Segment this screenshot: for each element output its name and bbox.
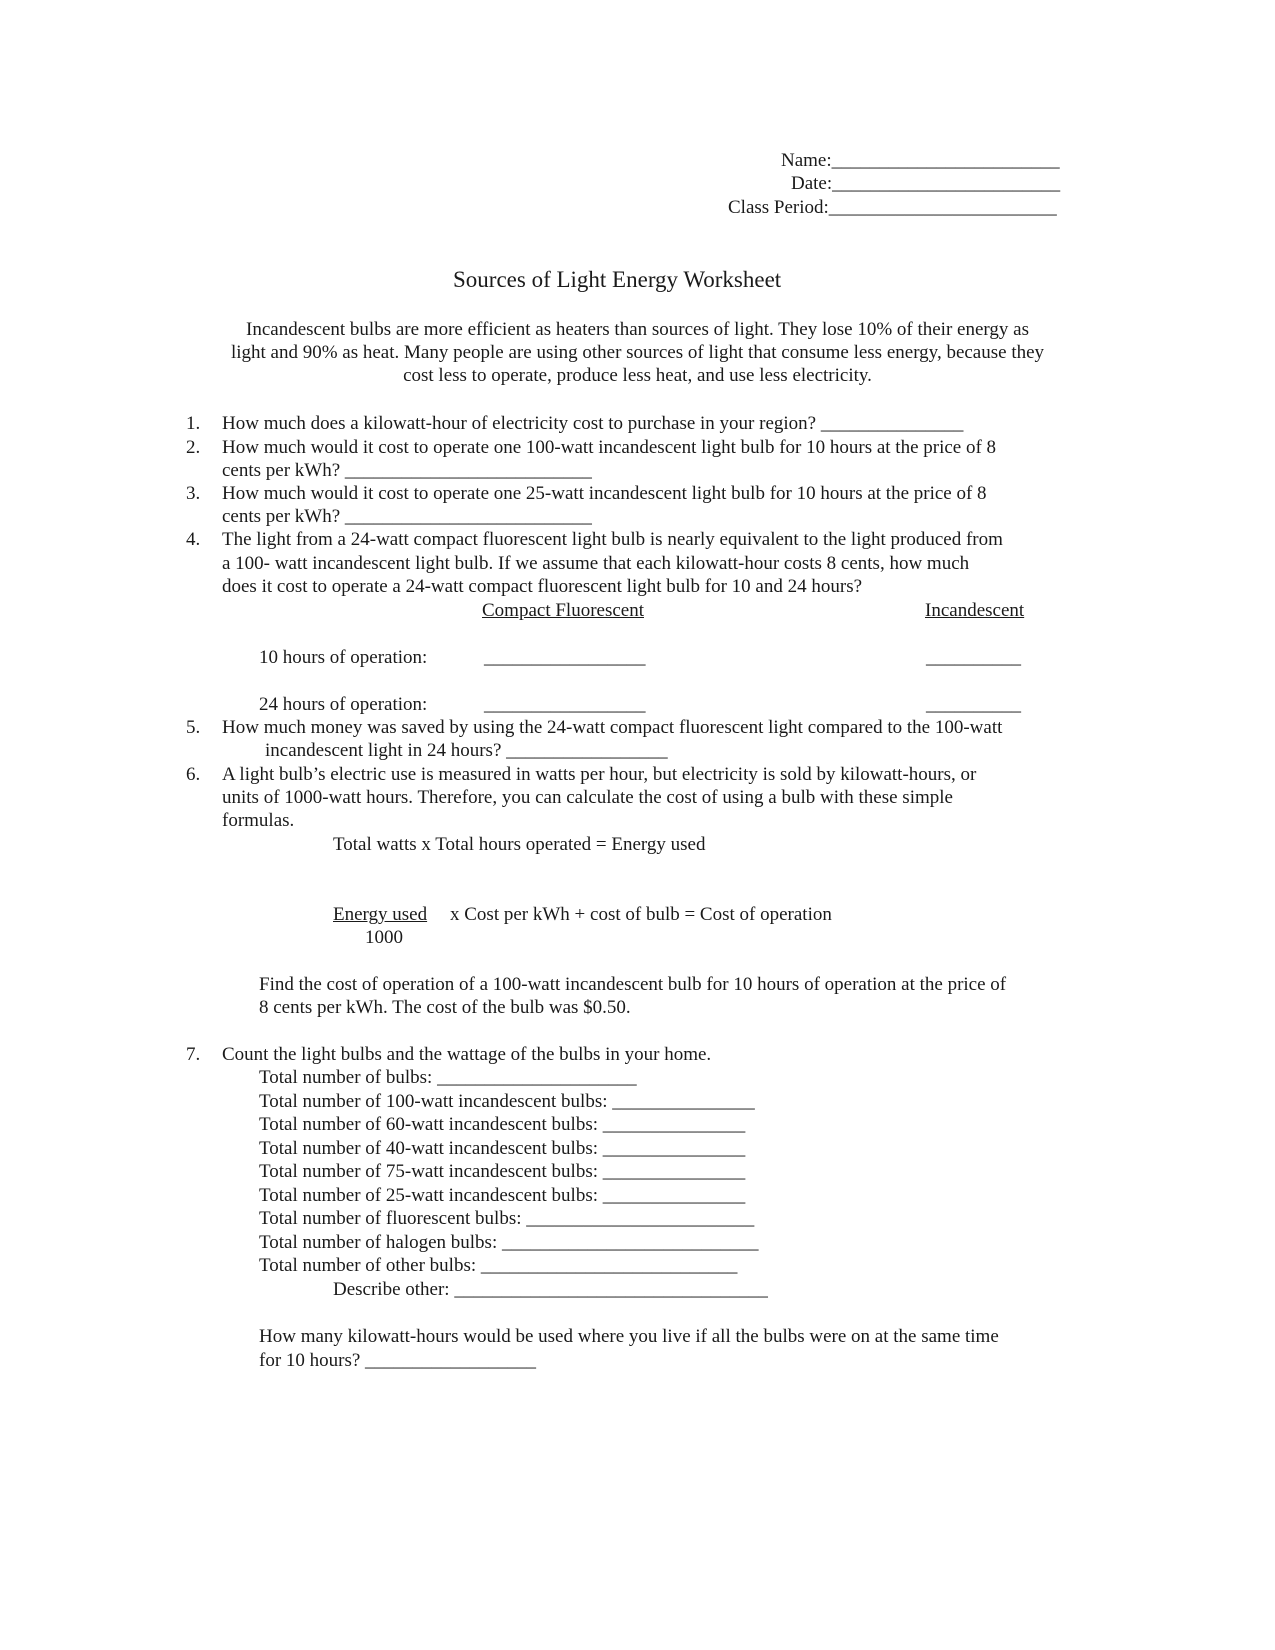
- question-5-answer[interactable]: incandescent light in 24 hours? _________________: [265, 740, 668, 761]
- question-4-text-2: a 100- watt incandescent light bulb. If we assume that each kilowatt-hour costs 8 cents, how much: [222, 553, 970, 574]
- question-3-number: 3.: [186, 483, 201, 504]
- question-5-number: 5.: [186, 717, 201, 738]
- question-6-text-1: A light bulb’s electric use is measured in watts per hour, but electricity is sold by kilowatt-hours, or: [222, 764, 977, 785]
- column-header-compact-fluorescent: Compact Fluorescent: [482, 600, 644, 621]
- final-question-answer[interactable]: for 10 hours? __________________: [259, 1350, 537, 1371]
- date-field[interactable]: Date:________________________: [791, 173, 1061, 194]
- blank-24h-incandescent[interactable]: __________: [926, 694, 1021, 715]
- question-1-number: 1.: [186, 413, 201, 434]
- describe-other-field[interactable]: Describe other: _________________________________: [333, 1279, 768, 1300]
- formula-cost-of-operation: x Cost per kWh + cost of bulb = Cost of operation: [450, 904, 832, 925]
- class-period-field[interactable]: Class Period:________________________: [728, 197, 1057, 218]
- question-3-answer[interactable]: cents per kWh? __________________________: [222, 506, 592, 527]
- bulb-count-item[interactable]: Total number of halogen bulbs: ___________________________: [259, 1232, 759, 1253]
- column-header-incandescent: Incandescent: [925, 600, 1025, 621]
- row-label-24-hours: 24 hours of operation:: [259, 694, 428, 715]
- formula-numerator: Energy used: [333, 904, 428, 925]
- question-5-text: How much money was saved by using the 24-watt compact fluorescent light compared to the 100-watt: [222, 717, 1003, 738]
- question-4-text-1: The light from a 24-watt compact fluorescent light bulb is nearly equivalent to the light produced from: [222, 529, 1003, 550]
- bulb-count-item[interactable]: Total number of 40-watt incandescent bulbs: _______________: [259, 1138, 746, 1159]
- bulb-count-item[interactable]: Total number of 100-watt incandescent bulbs: _______________: [259, 1091, 755, 1112]
- blank-24h-compact[interactable]: _________________: [484, 694, 646, 715]
- question-2-number: 2.: [186, 437, 201, 458]
- intro-line-1: Incandescent bulbs are more efficient as heaters than sources of light. They lose 10% of their energy as: [246, 319, 1029, 340]
- row-label-10-hours: 10 hours of operation:: [259, 647, 428, 668]
- page-title: Sources of Light Energy Worksheet: [453, 267, 782, 292]
- question-2-text: How much would it cost to operate one 100-watt incandescent light bulb for 10 hours at the price of 8: [222, 437, 997, 458]
- formula-energy-used: Total watts x Total hours operated = Energy used: [333, 834, 706, 855]
- question-7-text: Count the light bulbs and the wattage of the bulbs in your home.: [222, 1044, 712, 1065]
- bulb-count-item[interactable]: Total number of 75-watt incandescent bulbs: _______________: [259, 1161, 746, 1182]
- blank-10h-incandescent[interactable]: __________: [926, 647, 1021, 668]
- blank-10h-compact[interactable]: _________________: [484, 647, 646, 668]
- question-6-text-2: units of 1000-watt hours. Therefore, you can calculate the cost of using a bulb with these simple: [222, 787, 953, 808]
- question-4-text-3: does it cost to operate a 24-watt compact fluorescent light bulb for 10 and 24 hours?: [222, 576, 863, 597]
- formula-denominator: 1000: [365, 927, 403, 948]
- bulb-count-item[interactable]: Total number of other bulbs: ___________________________: [259, 1255, 738, 1276]
- question-7-number: 7.: [186, 1044, 201, 1065]
- bulb-count-item[interactable]: Total number of 60-watt incandescent bulbs: _______________: [259, 1114, 746, 1135]
- question-6-text-3: formulas.: [222, 810, 295, 831]
- bulb-count-item[interactable]: Total number of bulbs: _____________________: [259, 1067, 637, 1088]
- question-6-number: 6.: [186, 764, 201, 785]
- question-2-answer[interactable]: cents per kWh? __________________________: [222, 460, 592, 481]
- question-4-number: 4.: [186, 529, 201, 550]
- find-cost-text-1: Find the cost of operation of a 100-watt incandescent bulb for 10 hours of operation at the price of: [259, 974, 1007, 995]
- find-cost-text-2: 8 cents per kWh. The cost of the bulb was $0.50.: [259, 997, 631, 1018]
- final-question-text-1: How many kilowatt-hours would be used where you live if all the bulbs were on at the same time: [259, 1326, 999, 1347]
- question-1-text[interactable]: How much does a kilowatt-hour of electricity cost to purchase in your region? _______________: [222, 413, 964, 434]
- intro-line-2: light and 90% as heat. Many people are using other sources of light that consume less energy, because they: [230, 342, 1045, 363]
- question-3-text: How much would it cost to operate one 25-watt incandescent light bulb for 10 hours at the price of 8: [222, 483, 987, 504]
- bulb-count-item[interactable]: Total number of 25-watt incandescent bulbs: _______________: [259, 1185, 746, 1206]
- bulb-count-item[interactable]: Total number of fluorescent bulbs: ________________________: [259, 1208, 755, 1229]
- intro-line-3: cost less to operate, produce less heat, and use less electricity.: [403, 365, 872, 386]
- name-field[interactable]: Name:________________________: [781, 150, 1060, 171]
